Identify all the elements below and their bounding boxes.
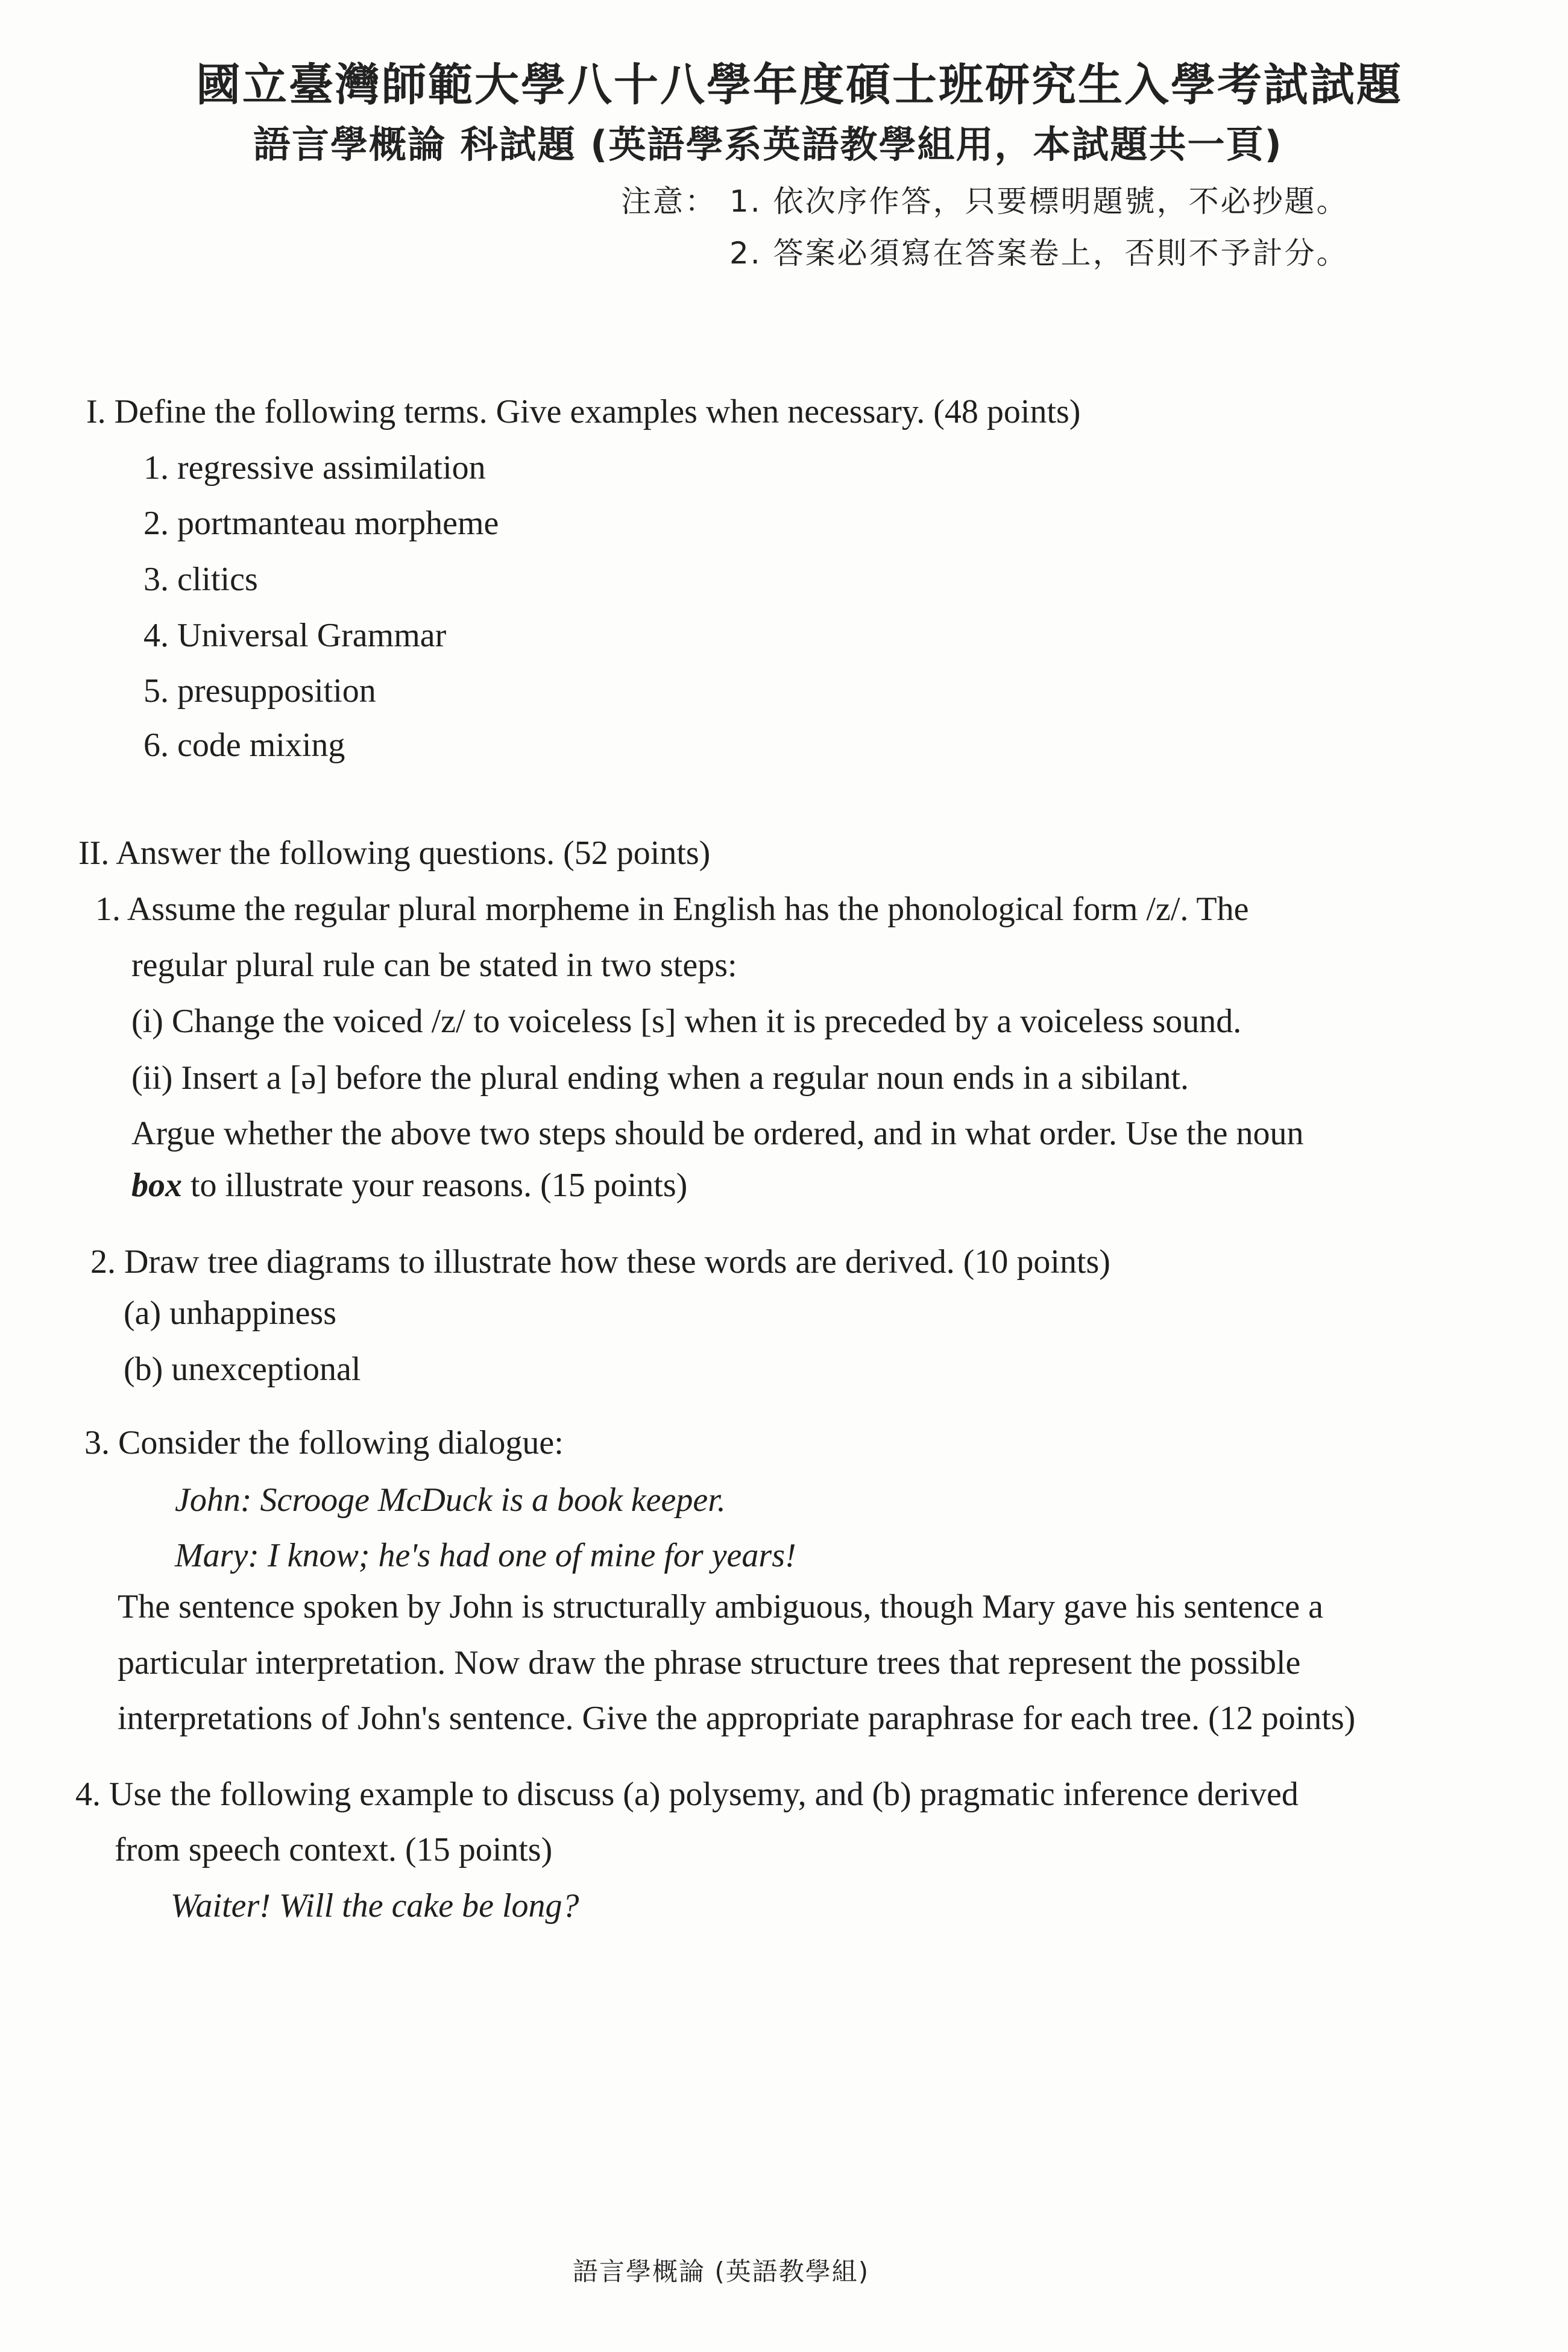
q2-item-a: (a) unhappiness	[124, 1294, 337, 1332]
section-1-heading: I. Define the following terms. Give examples when necessary. (48 points)	[86, 393, 1081, 430]
q4-line-1: 4. Use the following example to discuss (a) polysemy, and (b) pragmatic inference derived	[75, 1776, 1299, 1813]
term-item: 5. presupposition	[143, 672, 376, 710]
q1-line-4-rest: to illustrate your reasons. (15 points)	[182, 1167, 688, 1204]
q4-example: Waiter! Will the cake be long?	[171, 1887, 579, 1925]
page-footer: 語言學概論 (英語教學組)	[573, 2257, 870, 2286]
q3-line-2: The sentence spoken by John is structurally ambiguous, though Mary gave his sentence a	[118, 1588, 1323, 1625]
term-item: 3. clitics	[143, 561, 258, 598]
q3-mary-line: Mary: I know; he's had one of mine for years!	[175, 1537, 796, 1574]
note-line-2: 2. 答案必須寫在答案卷上，否則不予計分。	[729, 236, 1349, 271]
q3-john-line: John: Scrooge McDuck is a book keeper.	[175, 1481, 726, 1519]
term-item: 6. code mixing	[143, 727, 345, 764]
q3-line-3: particular interpretation. Now draw the phrase structure trees that represent the possible	[118, 1644, 1301, 1682]
exam-title: 國立臺灣師範大學八十八學年度碩士班研究生入學考試試題	[196, 59, 1403, 111]
exam-subtitle: 語言學概論 科試題 (英語學系英語教學組用，本試題共一頁)	[253, 122, 1283, 166]
q1-line-4	[131, 1168, 687, 1202]
term-item: 2. portmanteau morpheme	[143, 505, 499, 542]
q1-noun-box: box	[131, 1167, 182, 1204]
q3-line-1: 3. Consider the following dialogue:	[84, 1424, 564, 1461]
note-label: 注意：	[621, 184, 717, 219]
q1-line-2: regular plural rule can be stated in two steps:	[131, 947, 737, 984]
q1-line-3: Argue whether the above two steps should be ordered, and in what order. Use the noun	[131, 1115, 1304, 1152]
q2-line-1: 2. Draw tree diagrams to illustrate how these words are derived. (10 points)	[90, 1243, 1110, 1281]
q1-line-1: 1. Assume the regular plural morpheme in English has the phonological form /z/. The	[95, 891, 1249, 928]
section-2-heading: II. Answer the following questions. (52 points)	[78, 834, 711, 872]
q1-step-ii: (ii) Insert a [ə] before the plural ending when a regular noun ends in a sibilant.	[131, 1059, 1189, 1097]
q2-item-b: (b) unexceptional	[124, 1351, 361, 1388]
term-item: 4. Universal Grammar	[143, 617, 447, 654]
q3-line-4: interpretations of John's sentence. Give the appropriate paraphrase for each tree. (12 points)	[118, 1700, 1356, 1737]
note-line-1: 1. 依次序作答，只要標明題號，不必抄題。	[729, 184, 1349, 219]
q4-line-2: from speech context. (15 points)	[115, 1831, 553, 1868]
q1-step-i: (i) Change the voiced /z/ to voiceless [s] when it is preceded by a voiceless sound.	[131, 1003, 1242, 1040]
term-item: 1. regressive assimilation	[143, 449, 486, 487]
